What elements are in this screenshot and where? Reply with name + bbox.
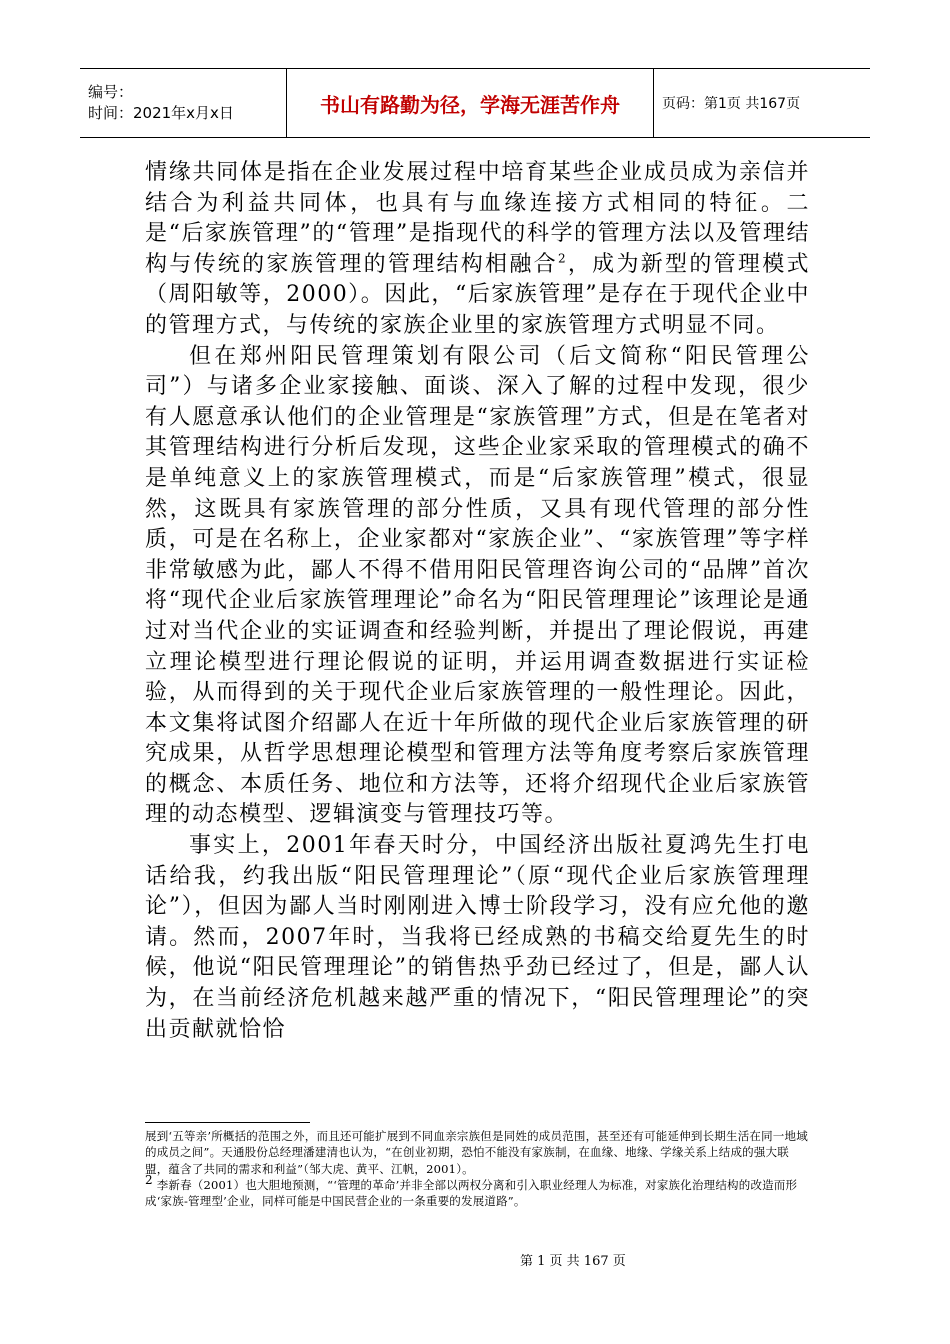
paragraph-2: 但在郑州阳民管理策划有限公司（后文简称“阳民管理公司”）与诸多企业家接触、面谈、深入了解的过程中发现，很少有人愿意承认他们的企业管理是“家族管理”方式，但是在笔者对其管理结构进行分析后发现，这些企业家采取的管理模式的确不是单纯意义上的家族管理模式，而是“后家族管理”模式，很显然，这既具有家族管理的部分性质，又具有现代管理的部分性质，可是在名称上，企业家都对“家族企业”、“家族管理”等字样非常敏感为此，鄙人不得不借用阳民管理咨询公司的“品牌”首次将“现代企业后家族管理理论”命名为“阳民管理理论”该理论是通过对当代企业的实证调查和经验判断，并提出了理论假说，再建立理论模型进行理论假说的证明，并运用调查数据进行实证检验，从而得到的关于现代企业后家族管理的一般性理论。因此，本文集将试图介绍鄙人在近十年所做的现代企业后家族管理的研究成果，从哲学思想理论模型和管理方法等角度考察后家族管理的概念、本质任务、地位和方法等，还将介绍现代企业后家族管理的动态模型、逻辑演变与管理技巧等。 (145, 343, 810, 828)
footnote-divider (145, 1122, 310, 1123)
paragraph-3: 事实上，2001年春天时分，中国经济出版社夏鸿先生打电话给我，约我出版“阳民管理理论”（原“现代企业后家族管理理论”），但因为鄙人当时刚刚进入博士阶段学习，没有应允他的邀请。然而，2007年时，当我将已经成熟的书稿交给夏先生的时候，他说“阳民管理理论”的销售热乎劲已经过了，但是，鄙人认为，在当前经济危机越来越严重的情况下，“阳民管理理论”的突出贡献就恰恰 (145, 833, 810, 1042)
header-meta (80, 69, 287, 137)
header-motto (287, 69, 654, 137)
page-footer (520, 1250, 626, 1269)
footnote-2 (145, 1173, 810, 1210)
footnote-2-text: 李新春（2001）也大胆地预测，“‘管理的革命’并非全部以两权分离和引入职业经理人为标准，对家族化治理结构的改造而形成‘家族-管理型’企业，同样可能是中国民营企业的一条重要的发展道路”。 (145, 1177, 798, 1209)
paragraph-1 (145, 158, 810, 342)
footnote-1-continued: 展到‘五等亲’所概括的范围之外，而且还可能扩展到不同血亲宗族但是同姓的成员范围，甚至还有可能延伸到长期生活在同一地域的成员之间”。天通股份总经理潘建清也认为，“在创业初期，恐怕不能没有家族制，在血缘、地缘、学缘关系上结成的强大联盟，蕴含了共同的需求和利益”（邹大虎、黄平、江帆，2001）。 (145, 1129, 808, 1176)
document-body (145, 158, 810, 1045)
footnotes (145, 1128, 810, 1209)
page-label: 页码：第1页 共167页 (662, 96, 801, 112)
time-label: 时间：2021年x月x日 (88, 104, 234, 122)
motto-text: 书山有路勤为径，学海无涯苦作舟 (320, 92, 620, 117)
number-label: 编号： (88, 83, 134, 101)
footnote-ref-2: 2 (557, 251, 568, 266)
page-header (80, 68, 870, 138)
header-page (654, 69, 870, 137)
paragraph-1-part-a: 情缘共同体是指在企业发展过程中培育某些企业成员成为亲信并结合为利益共同体，也具有与血缘连接方式相同的特征。二是“后家族管理”的“管理”是指现代的科学的管理方法以及管理结构与传统的家族管理的管理结构相融合 (145, 160, 810, 277)
footer-page-number: 第 1 页 共 167 页 (520, 1254, 626, 1269)
footnote-2-mark: 2 (145, 1173, 153, 1188)
paragraph-1-part-b: ，成为新型的管理模式（周阳敏等，2000）。因此，“后家族管理”是存在于现代企业中的管理方式，与传统的家族企业里的家族管理方式明显不同。 (145, 251, 810, 338)
